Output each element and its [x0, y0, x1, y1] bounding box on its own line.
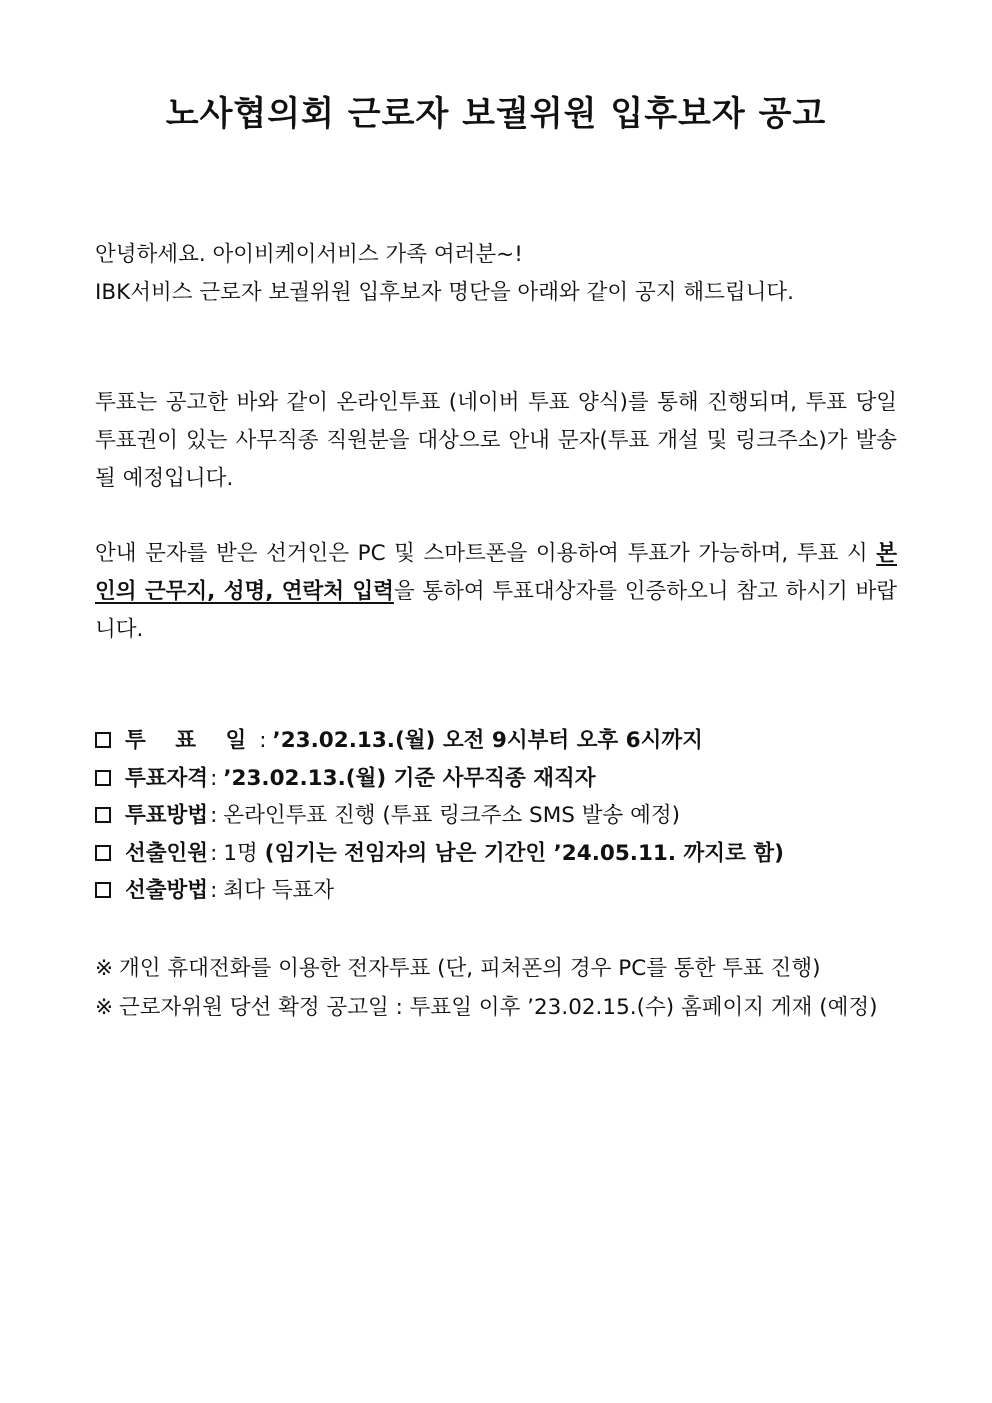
- notes-section: [95, 950, 897, 1028]
- checkbox-icon: [95, 882, 111, 898]
- item-label: 선출인원: [125, 840, 209, 866]
- checkbox-icon: [95, 770, 111, 786]
- reference-mark-icon: ※: [95, 995, 114, 1020]
- vote-info-paragraph: [95, 384, 897, 498]
- reference-mark-icon: ※: [95, 956, 114, 981]
- list-item-method: [95, 797, 897, 835]
- list-item-vote-date: [95, 722, 897, 760]
- item-colon: :: [210, 803, 218, 828]
- page-title: 노사협의회 근로자 보궐위원 입후보자 공고: [165, 94, 827, 134]
- note-item: [95, 950, 897, 987]
- item-value: 1명: [223, 840, 258, 866]
- auth-info-after: 을 통하여 투표대상자를 인증하오니 참고 하시기 바랍니다.: [95, 579, 897, 642]
- item-colon: :: [259, 728, 267, 753]
- item-colon: :: [210, 765, 218, 791]
- checkbox-icon: [95, 845, 111, 861]
- checkbox-icon: [95, 807, 111, 823]
- auth-info-emphasis: 본인의 근무지, 성명, 연락처 입력: [95, 541, 897, 604]
- note-text: 개인 휴대전화를 이용한 전자투표 (단, 피처폰의 경우 PC를 통한 투표 진행): [119, 956, 821, 981]
- vote-info-text: 투표는 공고한 바와 같이 온라인투표 (네이버 투표 양식)를 통해 진행되며, 투표 당일 투표권이 있는 사무직종 직원분을 대상으로 안내 문자(투표 개설 및 링크주소)가 발송될 예정입니다.: [95, 390, 897, 491]
- item-label: 투 표 일: [125, 728, 258, 753]
- auth-info-paragraph: [95, 535, 897, 649]
- item-value: 온라인투표 진행 (투표 링크주소 SMS 발송 예정): [223, 803, 681, 828]
- item-label: 투표자격: [125, 765, 209, 791]
- greeting-line-1: 안녕하세요. 아이비케이서비스 가족 여러분~!: [95, 242, 523, 267]
- list-item-eligibility: [95, 760, 897, 798]
- auth-info-before: 안내 문자를 받은 선거인은 PC 및 스마트폰을 이용하여 투표가 가능하며, 투표 시: [95, 541, 877, 566]
- item-extra: (임기는 전임자의 남은 기간인 ’24.05.11. 까지로 함): [264, 840, 784, 866]
- note-item: [95, 989, 897, 1026]
- item-colon: :: [210, 878, 218, 903]
- item-label: 선출방법: [125, 878, 209, 903]
- greeting-paragraph: [95, 236, 897, 312]
- checkbox-icon: [95, 732, 111, 748]
- item-value: ’23.02.13.(월) 오전 9시부터 오후 6시까지: [272, 728, 703, 753]
- list-item-selection: [95, 872, 897, 910]
- list-item-count: [95, 835, 897, 873]
- item-value: ’23.02.13.(월) 기준 사무직종 재직자: [223, 765, 596, 791]
- greeting-line-2: IBK서비스 근로자 보궐위원 입후보자 명단을 아래와 같이 공지 해드립니다.: [95, 280, 795, 305]
- note-text: 근로자위원 당선 확정 공고일 : 투표일 이후 ’23.02.15.(수) 홈페이지 게재 (예정): [119, 995, 878, 1020]
- vote-details-list: [95, 722, 897, 910]
- item-value: 최다 득표자: [223, 878, 335, 903]
- auth-info-text: [95, 535, 897, 649]
- item-colon: :: [210, 840, 218, 866]
- item-label: 투표방법: [125, 803, 209, 828]
